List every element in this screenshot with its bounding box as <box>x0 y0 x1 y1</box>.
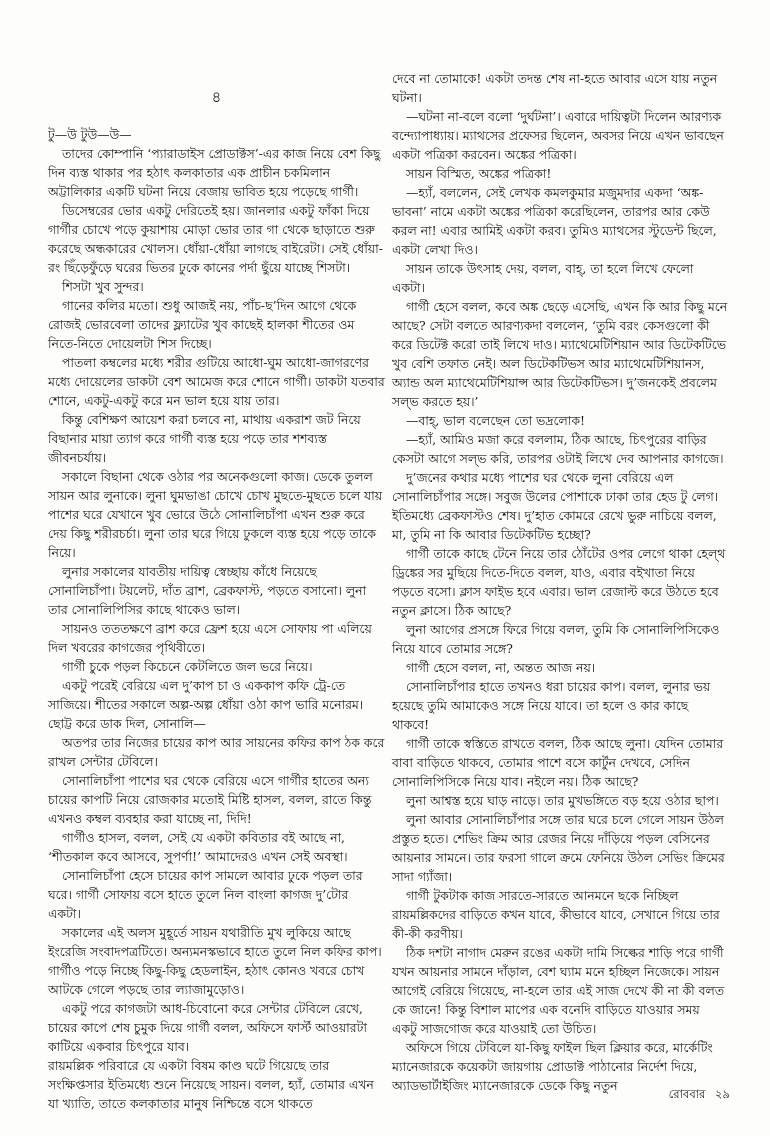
paragraph: সায়নও তততক্ষণে ব্রাশ করে ফ্রেশ হয়ে এসে সোফায় পা এলিয়ে দিল খবরের কাগজের পৃথিবীতে। <box>48 621 372 655</box>
paragraph: সোনালিচাঁপার হাতে তখনও ধরা চায়ের কাপ। বলল, লুনার ভয় হয়েছে তুমি আমাকেও সঙ্গে নিয়ে যাবে। তা হলে ও কার কাছে থাকবে! <box>392 679 711 732</box>
paragraph: পাতলা কম্বলের মধ্যে শরীর গুটিয়ে আধো-ঘুম আধো-জাগরণের মধ্যে দোয়েলের ডাকটা বেশ আমেজ করে শোনে গার্গী। ডাকটা যতবার শোনে, একটু-একটু করে মন ভাল হয়ে যায় তার। <box>48 355 385 408</box>
paragraph: —হ্যাঁ, আমিও মজা করে বললাম, ঠিক আছে, চিৎপুরের বাড়ির কেসটা আগে সল্ভ করি, তারপর ওটাই লিখে দেব আপনার কাগজে। <box>392 432 724 466</box>
chapter-number: ৪ <box>211 88 222 106</box>
paragraph: গার্গী হেসে বলল, কবে অঙ্ক ছেড়ে এসেছি, এখন কি আর কিছু মনে আছে? সেটা বলতে আরণ্যকদা বললেন, ‘তুমি বরং কেসগুলো কী করে ডিটেক্ট করো তাই লিখে দাও। ম্যাথেমেটিশিয়ান আর ডিটেকটিভে খুব বেশি তফাত নেই। অল ডিটেকটিভস আর ম্যাথেমেটিশিয়ানস, অ্যান্ড অল ম্যাথেমেটিশিয়ান্স আর ডিটেকটিভস। দু’জনকেই প্রবলেম সল্ভ করতে হয়।’ <box>392 299 728 409</box>
paragraph: গার্গী তাকে কাছে টেনে নিয়ে তার ঠোঁটের ওপর লেগে থাকা হেল্‌থ ড্রিঙ্কের সর মুছিয়ে দিতে-দিতে বলল, যাও, এবার বইখাতা নিয়ে পড়তে বসো। ক্লাস ফাইভ হবে এবার। ভাল রেজাল্ট করে উঠতে হবে নতুন ক্লাসে। ঠিক আছে? <box>392 546 726 618</box>
paragraph: অফিসে গিয়ে টেবিলে যা-কিছু ফাইল ছিল ক্লিয়ার করে, মার্কেটিং ম্যানেজারকে কয়েকটা জায়গায় প্রোডাক্ট পাঠানোর নির্দেশ দিয়ে, অ্যাডভার্টাইজিং ম্যানেজারকে ডেকে কিছু নতুন <box>392 1040 713 1093</box>
paragraph: ঠিক দশটা নাগাদ মেরুন রঙের একটা দামি সিল্কের শাড়ি পরে গার্গী যখন আয়নার সামনে দাঁড়াল, বেশ ঘ্যাম মনে হচ্ছিল নিজেকে। সায়ন আগেই বেরিয়ে গিয়েছে, না-হলে তার এই সাজ দেখে কী না কী বলত কে জানে! কিন্তু বিশাল মাপের এক বনেদি বাড়িতে যাওয়ার সময় একটু সাজগোজ করে যাওয়াই তো উচিত। <box>392 945 725 1036</box>
paragraph: গার্গী হেসে বলল, না, অন্তত আজ নয়। <box>406 660 596 675</box>
paragraph: গানের কলির মতো। শুধু আজই নয়, পাঁচ-ছ’দিন আগে থেকে রোজই ভোরবেলা তাদের ফ্ল্যাটের খুব কাছেই হালকা শীতের ওম নিতে-নিতে দোয়েলটা শিস দিচ্ছে। <box>48 298 357 351</box>
paragraph: অতপর তার নিজের চায়ের কাপ আর সায়নের কফির কাপ ঠক করে রাখল সেন্টার টেবিলে। <box>48 735 385 769</box>
paragraph: দেবে না তোমাকে! একটা তদন্ত শেষ না-হতে আবার এসে যায় নতুন ঘটনা। <box>392 71 718 105</box>
paragraph: —হ্যাঁ, বললেন, সেই লেখক কমলকুমার মজুমদার একদা ‘অঙ্ক-ভাবনা’ নামে একটা অঙ্কের পত্রিকা করেছিলেন, তারপর আর কেউ করল না! এবার আমিই একটা করব। তুমিও ম্যাথসের স্টুডেন্ট ছিলে, একটা লেখা দিও। <box>392 185 717 257</box>
paragraph: গার্গী তাকে স্বস্তিতে রাখতে বলল, ঠিক আছে লুনা। যেদিন তোমার বাবা বাড়িতে থাকবে, তোমার পাশে বসে কার্টুন দেখবে, সেদিন সোনালিপিসিকে নিয়ে যাব। নইলে নয়। ঠিক আছে? <box>392 736 724 789</box>
paragraph: গার্গী চুকে পড়ল কিচেনে কেটলিতে জল ভরে নিয়ে। <box>62 659 313 674</box>
paragraph: সোনালিচাঁপা পাশের ঘর থেকে বেরিয়ে এসে গার্গীর হাতের অন্য চায়ের কাপটি নিয়ে রোজকার মতোই মিষ্টি হাসল, বলল, রাতে কিন্তু এখনও কম্বল ব্যবহার করা যাচ্ছে না, দিদি! <box>48 773 372 826</box>
paragraph: —বাহ্, ভাল বলেছেন তো ভদ্রলোক! <box>406 413 585 428</box>
paragraph: গার্গী টুকটাক কাজ সারতে-সারতে আনমনে ছকে নিচ্ছিল রায়মল্লিকদের বাড়িতে কখন যাবে, কীভাবে যাবে, সেখানে গিয়ে তার কী-কী করণীয়। <box>392 888 720 941</box>
paragraph: একটু পরেই বেরিয়ে এল দু’কাপ চা ও এককাপ কফি ট্রে-তে সাজিয়ে। শীতের সকালে অল্প-অল্প ধোঁয়া ওঠা কাপ ভারি মনোরম। ছোট্ট করে ডাক দিল, সোনালি— <box>48 678 364 731</box>
paragraph: কিন্তু বেশিক্ষণ আয়েশ করা চলবে না, মাথায় একরাশ জট নিয়ে বিছানার মায়া ত্যাগ করে গার্গী ব্যস্ত হয়ে পড়ে তার শশব্যস্ত জীবনচর্যায়। <box>48 412 361 465</box>
paragraph: লুনা আবার সোনালিচাঁপার সঙ্গে তার ঘরে চলে গেলে সায়ন উঠল প্রস্তুত হতে। শেভিং ক্রিম আর রেজর নিয়ে দাঁড়িয়ে পড়ল বেসিনের আয়নার সামনে। তার ফরসা গালে ক্রমে ফেনিয়ে উঠল সেভিং ক্রিমের সাদা গ্যাঁজা। <box>392 812 725 884</box>
paragraph: সোনালিচাঁপা হেসে চায়ের কাপ সামলে আবার ঢুকে পড়ল তার ঘরে। গার্গী সোফায় বসে হাতে তুলে নিল বাংলা কাগজ দু’টোর একটা। <box>48 868 363 921</box>
paragraph: —ঘটনা না-বলে বলো ‘দুর্ঘটনা’। এবারে দায়িত্বটা দিলেন আরণ্যক বন্দ্যোপাধ্যায়। ম্যাথসের প্রফেসর ছিলেন, অবসর নিয়ে এখন ভাবছেন একটা পত্রিকা করবেন। অঙ্কের পত্রিকা। <box>392 109 724 162</box>
paragraph: সকালে বিছানা থেকে ওঠার পর অনেকগুলো কাজ। ডেকে তুলল সায়ন আর লুনাকে। লুনা ঘুমভাঙা চোখে চোখ মুছতে-মুছতে চলে যায় পাশের ঘরে যেখানে খুব ভোরে উঠে সোনালিচাঁপা এখন শুরু করে দেয় কিছু শরীরচর্চা। লুনা তার ঘরে গিয়ে ঢুকলে ব্যস্ত হয়ে পড়ে তাকে নিয়ে। <box>48 469 383 560</box>
paragraph: লুনা আগের প্রসঙ্গে ফিরে গিয়ে বলল, তুমি কি সোনালিপিসিকেও নিয়ে যাবে তোমার সঙ্গে? <box>392 622 720 656</box>
paragraph: রায়মল্লিক পরিবারে যে একটা বিষম কাণ্ড ঘটে গিয়েছে তার সংক্ষিপ্তসার ইতিমধ্যে শুনে নিয়েছে সায়ন। বলল, হ্যাঁ, তোমার এখন যা খ্যাতি, তাতে কলকাতার মানুষ নিশ্চিন্তে বসে থাকতে <box>48 1058 374 1111</box>
paragraph: দু’জনের কথার মধ্যে পাশের ঘর থেকে লুনা বেরিয়ে এল সোনালিচাঁপার সঙ্গে। সবুজ উলের পোশাকে ঢাকা তার হেড টু লেগ। ইতিমধ্যে ব্রেকফাস্টও শেষ। দু’হাত কোমরে রেখে ভুরু নাচিয়ে বলল, মা, তুমি না কি আবার ডিটেকটিভ হচ্ছো? <box>392 470 719 542</box>
paragraph: লুনা আশ্বস্ত হয়ে ঘাড় নাড়ে। তার মুখভঙ্গিতে বড় হয়ে ওঠার ছাপ। <box>406 793 719 808</box>
paragraph: টু—উ টুউ—উ— <box>48 127 132 142</box>
page-footer <box>663 1086 730 1105</box>
paragraph: শিসটা খুব সুন্দর। <box>62 279 144 294</box>
paragraph: সায়ন বিস্মিত, অঙ্কের পত্রিকা! <box>406 166 552 181</box>
left-column <box>48 78 385 1113</box>
footer-page-number: ২৯ <box>715 1087 730 1101</box>
footer-label: রোববার <box>668 1087 706 1101</box>
paragraph: তাদের কোম্পানি ‘প্যারাডাইস প্রোডাক্টস’-এর কাজ নিয়ে বেশ কিছু দিন ব্যস্ত থাকার পর হঠাৎ কলকাতার এক প্রাচীন চকমিলান অট্টালিকার একটি ঘটনা নিয়ে বেজায় ভাবিত হয়ে পড়েছে গার্গী। <box>48 146 381 199</box>
paragraph: সায়ন তাকে উৎসাহ দেয়, বলল, বাহ্, তা হলে লিখে ফেলো একটা। <box>392 261 694 295</box>
paragraph: লুনার সকালের যাবতীয় দায়িত্ব স্বেচ্ছায় কাঁধে নিয়েছে সোনালিচাঁপা। টয়লেট, দাঁত ব্রাশ, ব্রেকফাস্ট, পড়তে বসানো। লুনা তার সোনালিপিসির কাছে থাকেও ভাল। <box>48 564 367 617</box>
right-column <box>392 69 728 1095</box>
paragraph: গার্গীও হাসল, বলল, সেই যে একটা কবিতার বই আছে না, ‘শীতকাল কবে আসবে, সুপর্ণা!’ আমাদেরও এখন সেই অবস্থা। <box>48 830 348 864</box>
paragraph: ডিসেম্বরের ভোর একটু দেরিতেই হয়। জানলার একটু ফাঁকা দিয়ে গার্গীর চোখে পড়ে কুয়াশায় মোড়া ভোর তার গা থেকে ছাড়াতে শুরু করেছে অন্ধকারের খোলস। ধোঁয়া-ধোঁয়া লাগছে বাইরেটা। সেই ধোঁয়া-রং ছিঁড়েফুঁড়ে ঘরের ভিতর ঢুকে কানের পর্দা ছুঁয়ে যাচ্ছে শিসটা। <box>48 203 383 275</box>
paragraph: সকালের এই অলস মুহূর্তে সায়ন যথারীতি মুখ লুকিয়ে আছে ইংরেজি সংবাদপত্রটিতে। অন্যমনস্কভাবে হাতে তুলে নিল কফির কাপ। গার্গীও পড়ে নিচ্ছে কিছু-কিছু হেডলাইন, হঠাৎ কোনও খবরে চোখ আটকে গেলে পড়ছে তার ল্যাজামুড়োও। <box>48 925 382 997</box>
paragraph: একটু পরে কাগজটা আধ-চিবোনো করে সেন্টার টেবিলে রেখে, চায়ের কাপে শেষ চুমুক দিয়ে গার্গী বলল, অফিসে ফার্স্ট আওয়ারটা কাটিয়ে একবার চিৎপুরে যাব। <box>48 1001 367 1054</box>
